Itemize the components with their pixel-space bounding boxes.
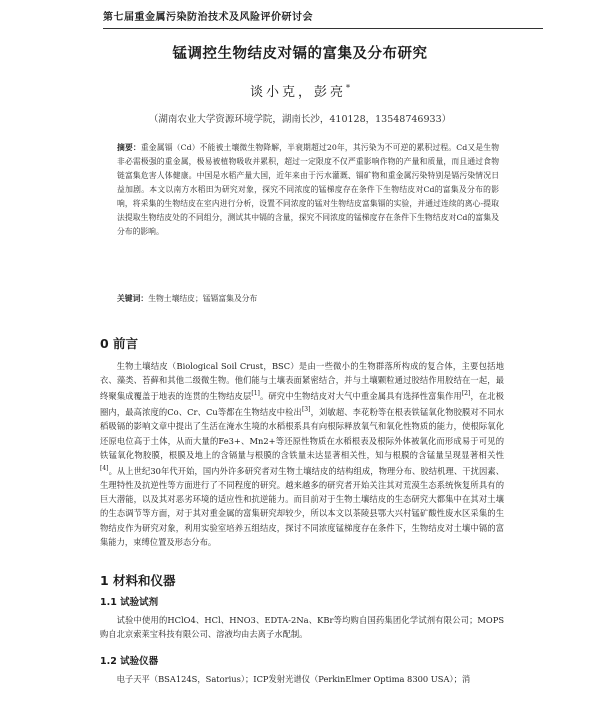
- keywords-text: 生物土壤结皮；锰镉富集及分布: [148, 294, 258, 303]
- author-names: 谈小克，彭亮: [249, 85, 346, 100]
- citation-3[interactable]: [3]: [301, 406, 311, 414]
- subsection-heading-reagents: 1.1 试验试剂: [100, 597, 159, 608]
- abstract: [117, 141, 499, 239]
- instruments-paragraph: 电子天平（BSA124S，Satorius）；ICP发射光谱仪（PerkinElmer Optima 8300 USA）；消: [116, 674, 471, 684]
- subsection-heading-instruments: 1.2 试验仪器: [100, 656, 159, 667]
- abstract-text: 重金属镉（Cd）不能被土壤微生物降解，半衰期超过20年，其污染为不可逆的累积过程。Cd又是生物非必需极强的重金属，极易被植物吸收并累积，超过一定限度不仅严重影响作物的产量和质量，而且通过食物链富集危害人体健康。中国是水稻产量大国，近年来由于污水灌溉、镉矿物和重金属污染特别是镉污染情况日益加剧。本文以南方水稻田为研究对象，探究不同浓度的锰梯度存在条件下生物结皮对Cd的富集及分布的影响，将采集的生物结皮在室内进行分析，设置不同浓度的锰对生物结皮富集镉的实验，并通过连续的离心-提取法提取生物结皮处的不同组分，测试其中镉的含量，探究不同浓度的锰梯度存在条件下生物结皮对Cd的富集及分布的影响。: [117, 143, 499, 236]
- intro-text-part-2: 。研究中生物结皮对大气中重金属具有选择性富集作用: [259, 391, 462, 402]
- reagents-paragraph: 试验中使用的HClO4、HCl、HNO3、EDTA-2Na、KBr等均购自国药集团化学试剂有限公司；MOPS购自北京索莱宝科技有限公司、溶液均由去离子水配制。: [100, 615, 504, 640]
- citation-4[interactable]: [4]: [100, 464, 109, 472]
- affiliation: （湖南农业大学资源环境学院，湖南长沙，410128，13548746933）: [148, 114, 452, 125]
- intro-text-part-5: 。从上世纪30年代开始，国内外许多研究者对生物土壤结皮的结构组成，物理分布、胶结机理、干扰因素、生理特性及抗逆性等方面进行了不同程度的研究。越来越多的研究者开始关注其对荒漠生态系统恢复所具有的巨大潜能，以及其对恶劣环境的适应性和抗逆能力。而目前对于生物土壤结皮的生态研究大都集中在其对土壤的生态调节等方面，对于其对重金属的富集研究却较少，所以本文以茶陵县鄂大兴村锰矿酸性废水区采集的生物结皮作为研究对象，利用实验室培养五组结皮，探讨不同浓度锰梯度存在条件下，生物结皮对土壤中镉的富集能力，束缚位置及形态分布。: [100, 465, 504, 547]
- keywords-label: 关键词：: [117, 294, 149, 303]
- citation-2[interactable]: [2]: [461, 390, 471, 398]
- author-line: [0, 81, 600, 100]
- running-header: 第七届重金属污染防治技术及风险评价研讨会: [103, 8, 543, 29]
- section-heading-materials: 1 材料和仪器: [100, 573, 176, 588]
- corresponding-author-mark: *: [346, 83, 350, 93]
- citation-1[interactable]: [1]: [251, 390, 260, 398]
- section-heading-intro: 0 前言: [100, 336, 139, 351]
- intro-text-part-4: ，刘敏超、李花粉等在根表铁锰氧化物胶膜对不同水稻吸镉的影响文章中提出了生活在淹水生境的水稻根系具有向根际释放氧气和氧化性物质的能力，使根际氧化还原电位高于土体，从而大量的Fe3+、Mn2+等还原性物质在水稻根表及根际外体被氧化而形成易于可见的铁锰氧化物胶膜，根膜及地上的含镉量与根膜的含铁量未达显著相关性，知与根膜的含锰量呈现显著相关性: [100, 407, 504, 460]
- intro-text-part-1: 生物土壤结皮（Biological Soil Crust，BSC）是由一些微小的生物群落所构成的复合体，主要包括地衣、藻类、苔藓和其他二级微生物。他们能与土壤表面紧密结合，并与土壤颗粒通过胶结作用胶结在一起，最终聚集成覆盖于地表的连贯的生物结皮层: [100, 361, 504, 402]
- intro-paragraph: [100, 359, 504, 549]
- intro-text-part-3: ，在北极圈内，最高浓度的Co、Cr、Cu等都在生物结皮中检出: [100, 391, 504, 418]
- abstract-label: 摘要：: [117, 143, 141, 152]
- paper-title: 锰调控生物结皮对镉的富集及分布研究: [172, 46, 428, 62]
- keywords: [117, 293, 499, 304]
